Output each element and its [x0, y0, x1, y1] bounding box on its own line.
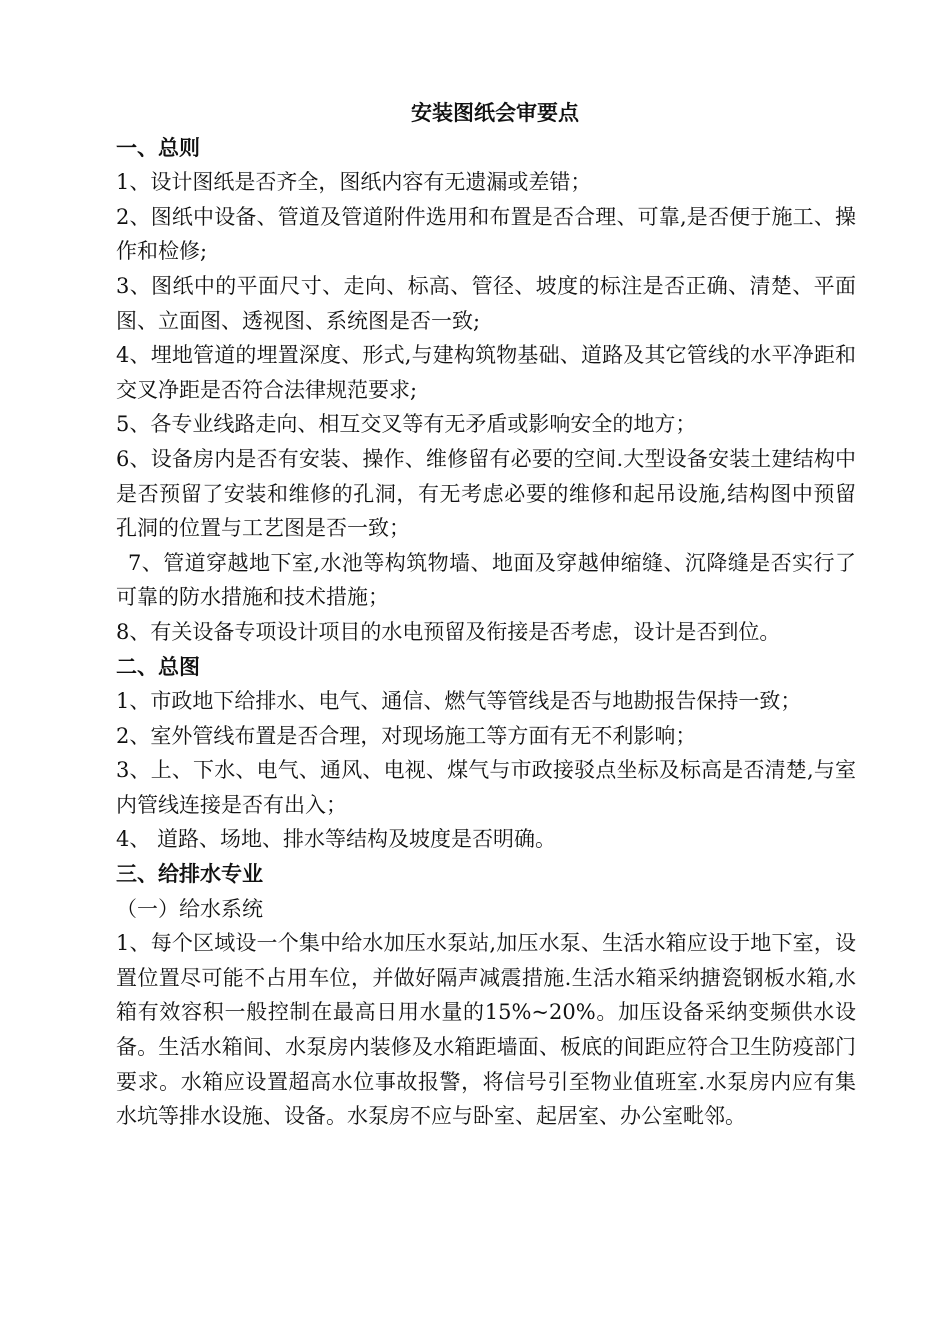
- document-title: 安装图纸会审要点: [411, 101, 579, 125]
- paragraph: 3、图纸中的平面尺寸、走向、标高、管径、坡度的标注是否正确、清楚、平面图、立面图、透视图、系统图是否一致;: [116, 273, 856, 333]
- paragraph: 6、设备房内是否有安装、操作、维修留有必要的空间.大型设备安装土建结构中是否预留了安装和维修的孔洞，有无考虑必要的维修和起吊设施,结构图中预留孔洞的位置与工艺图是否一致；: [116, 446, 856, 541]
- paragraph: 4、 道路、场地、排水等结构及坡度是否明确。: [116, 827, 557, 852]
- paragraph: 2、图纸中设备、管道及管道附件选用和布置是否合理、可靠,是否便于施工、操作和检修;: [116, 204, 856, 264]
- section-heading-site-plan: 二、总图: [116, 654, 200, 679]
- paragraph: 1、每个区域设一个集中给水加压水泵站,加压水泵、生活水箱应设于地下室，设置位置尽可能不占用车位，并做好隔声减震措施.生活水箱采纳搪瓷钢板水箱,水箱有效容积一般控制在最高日用水量的15%~20%。加压设备采纳变频供水设备。生活水箱间、水泵房内装修及水箱距墙面、板底的间距应符合卫生防疫部门要求。水箱应设置超高水位事故报警，将信号引至物业值班室.水泵房内应有集水坑等排水设施、设备。水泵房不应与卧室、起居室、办公室毗邻。: [116, 931, 856, 1129]
- paragraph: 3、上、下水、电气、通风、电视、煤气与市政接驳点坐标及标高是否清楚,与室内管线连接是否有出入；: [116, 758, 856, 817]
- paragraph: 4、埋地管道的埋置深度、形式,与建构筑物基础、道路及其它管线的水平净距和交叉净距是否符合法律规范要求;: [116, 343, 856, 402]
- paragraph: 2、室外管线布置是否合理，对现场施工等方面有无不利影响；: [116, 723, 697, 748]
- subsection-heading-water-supply: （一）给水系统: [116, 896, 263, 921]
- section-heading-general: 一、总则: [116, 135, 200, 160]
- section-heading-plumbing: 三、给排水专业: [116, 862, 263, 887]
- paragraph: 5、各专业线路走向、相互交叉等有无矛盾或影响安全的地方；: [116, 412, 697, 437]
- paragraph: 1、市政地下给排水、电气、通信、燃气等管线是否与地勘报告保持一致；: [116, 689, 802, 714]
- paragraph: 8、有关设备专项设计项目的水电预留及衔接是否考虑，设计是否到位。: [116, 619, 781, 644]
- paragraph: 7、管道穿越地下室,水池等构筑物墙、地面及穿越伸缩缝、沉降缝是否实行了可靠的防水措施和技术措施；: [116, 550, 856, 610]
- document-body: [116, 96, 856, 1134]
- paragraph: 1、设计图纸是否齐全，图纸内容有无遗漏或差错；: [116, 170, 592, 195]
